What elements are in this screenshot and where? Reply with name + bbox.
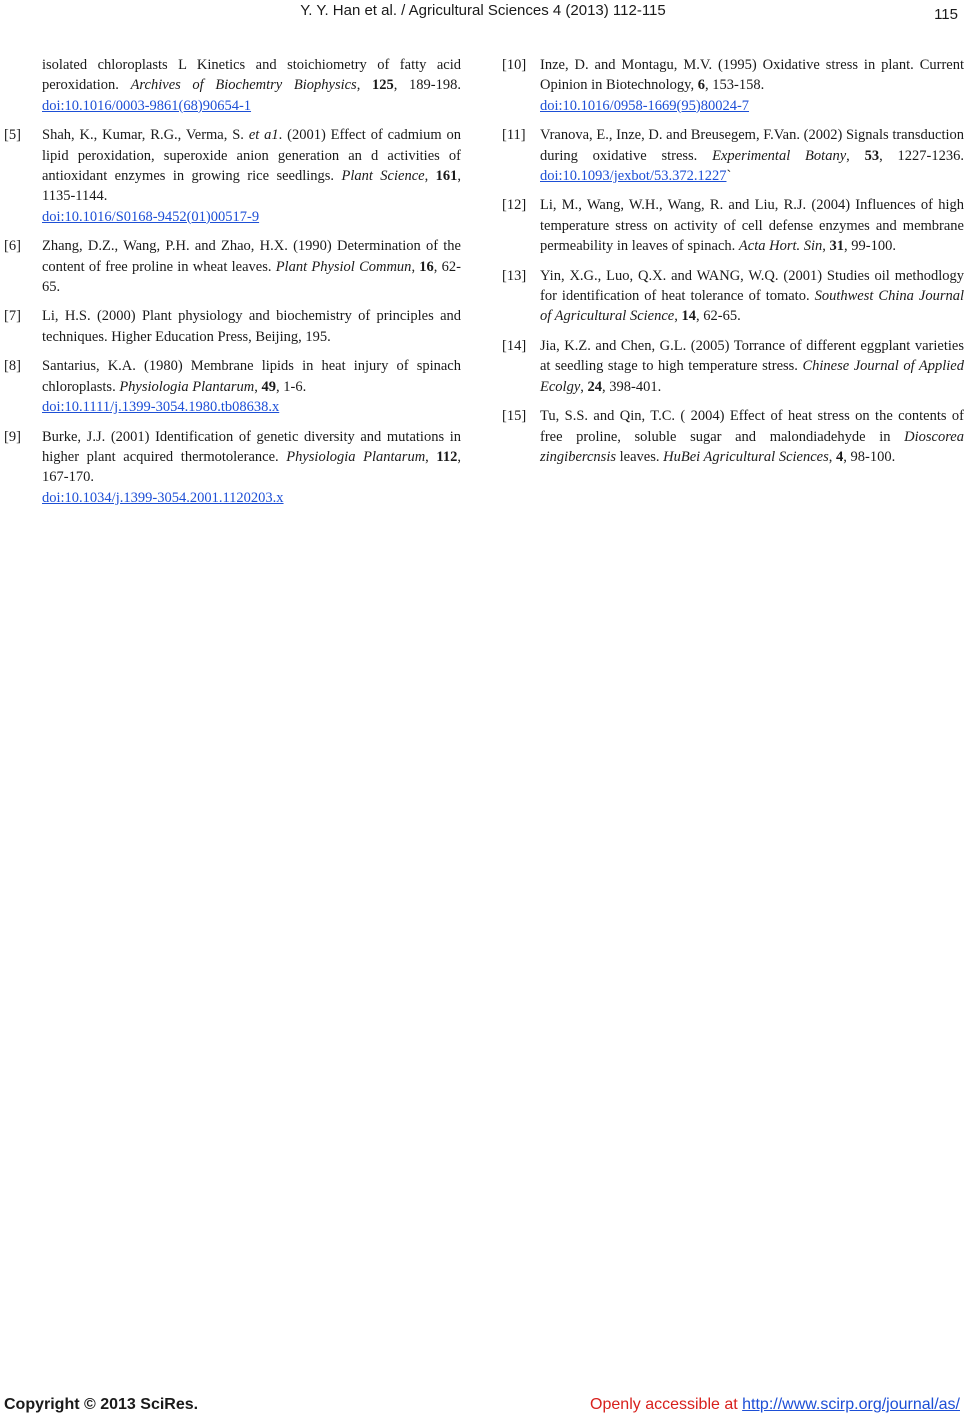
reference-number: [7]	[4, 308, 21, 325]
reference-number: [9]	[4, 428, 21, 445]
journal-name: Physiologia Plantarum	[286, 448, 426, 465]
species-name: Dioscorea zingibercnsis	[540, 428, 964, 465]
volume: 6	[697, 77, 705, 94]
journal-url-link[interactable]: http://www.scirp.org/journal/as/	[742, 1396, 960, 1413]
reference-item: [12] Li, M., Wang, W.H., Wang, R. and Liu, R.J. (2004) Influences of high temperature stress on activity of cell defense enzymes and membrane permeability in leaves of spinach. Acta Hort. Sin, 31, 99-100.	[502, 197, 964, 255]
doi-link[interactable]: doi:10.1093/jexbot/53.372.1227	[540, 168, 727, 185]
volume: 14	[681, 308, 696, 325]
doi-link[interactable]: doi:10.1016/S0168-9452(01)00517-9	[42, 208, 260, 225]
reference-number: [10]	[502, 57, 527, 73]
copyright-notice: Copyright © 2013 SciRes.	[4, 1396, 199, 1413]
volume: 112	[436, 448, 458, 465]
volume: 53	[864, 147, 880, 164]
reference-number: [14]	[502, 337, 527, 354]
page-number: 115	[934, 6, 958, 23]
journal-name: Physiologia Plantarum	[119, 378, 255, 395]
journal-name: Experimental Botany	[712, 147, 847, 164]
doi-link[interactable]: doi:10.1034/j.1399-3054.2001.1120203.x	[42, 489, 284, 506]
reference-number: [12]	[502, 197, 527, 214]
journal-name: Southwest China Journal of Agricultural Science	[540, 288, 964, 325]
journal-name: Acta Hort. Sin	[738, 238, 823, 255]
reference-item: [7] Li, H.S. (2000) Plant physiology and biochemistry of principles and techniques. Higher Education Press, Beijing, 195.	[4, 308, 461, 345]
volume: 16	[419, 258, 434, 275]
reference-item: [13] Yin, X.G., Luo, Q.X. and WANG, W.Q. (2001) Studies oil methodlogy for identification of heat tolerance of tomato. Southwest China Journal of Agricultural Science, 14, 62-65.	[502, 267, 964, 325]
volume: 31	[829, 238, 845, 255]
reference-item: [15] Tu, S.S. and Qin, T.C. ( 2004) Effect of heat stress on the contents of free proline, soluble sugar and malondiadehyde in Dioscorea zingibercnsis leaves. HuBei Agricultural Sciences, 4, 98-100.	[502, 408, 964, 465]
volume: 24	[587, 378, 603, 395]
reference-item: [9] Burke, J.J. (2001) Identification of genetic diversity and mutations in higher plant acquired thermotolerance. Physiologia Plantarum, 112, 167-170. doi:10.1034/j.1399-3054.2001.1120203.x	[4, 428, 461, 506]
volume: 4	[836, 448, 844, 465]
doi-link[interactable]: doi:10.1016/0958-1669(95)80024-7	[540, 97, 750, 114]
journal-name: HuBei Agricultural Sciences	[663, 448, 829, 465]
running-head: Y. Y. Han et al. / Agricultural Sciences 4 (2013) 112-115	[300, 2, 666, 19]
running-header	[0, 2, 966, 24]
reference-number: [6]	[4, 238, 21, 255]
left-column	[4, 55, 461, 517]
reference-number: [15]	[502, 408, 527, 425]
journal-name: Archives of Biochemtry Biophysics	[130, 77, 357, 94]
reference-number: [8]	[4, 358, 21, 375]
page-footer	[0, 1396, 966, 1416]
reference-item: [11] Vranova, E., Inze, D. and Breusegem, F.Van. (2002) Signals transduction during oxidative stress. Experimental Botany, 53, 1227-1236. doi:10.1093/jexbot/53.372.1227`	[502, 127, 964, 185]
reference-number: [11]	[502, 127, 526, 144]
open-access-notice: Openly accessible at http://www.scirp.org/journal/as/	[590, 1396, 960, 1413]
reference-item: [6] Zhang, D.Z., Wang, P.H. and Zhao, H.X. (1990) Determination of the content of free proline in wheat leaves. Plant Physiol Commun, 16, 62-65.	[4, 238, 461, 296]
reference-number: [13]	[502, 267, 527, 284]
right-column	[502, 55, 964, 476]
journal-name: Plant Physiol Commun	[275, 258, 412, 275]
doi-link[interactable]: doi:10.1016/0003-9861(68)90654-1	[42, 97, 252, 114]
journal-name: Chinese Journal of Applied Ecolgy	[540, 358, 964, 395]
reference-item: [5] Shah, K., Kumar, R.G., Verma, S. et a1. (2001) Effect of cadmium on lipid peroxidation, superoxide anion generation an d activities of antioxidant enzymes in growing rice seedlings. Plant Science, 161, 1135-1144. doi:10.1016/S0168-9452(01)00517-9	[4, 127, 462, 225]
volume: 125	[372, 77, 394, 94]
volume: 49	[261, 378, 277, 395]
reference-continuation: isolated chloroplasts L Kinetics and stoichiometry of fatty acid peroxidation. Archives of Biochemtry Biophysics, 125, 189-198. doi:10.1016/0003-9861(68)90654-1	[42, 57, 461, 114]
reference-item: [8] Santarius, K.A. (1980) Membrane lipids in heat injury of spinach chloroplasts. Physiologia Plantarum, 49, 1-6. doi:10.1111/j.1399-3054.1980.tb08638.x	[4, 358, 461, 416]
doi-link[interactable]: doi:10.1111/j.1399-3054.1980.tb08638.x	[42, 399, 280, 416]
journal-name: Plant Science	[341, 168, 425, 185]
reference-item: [14] Jia, K.Z. and Chen, G.L. (2005) Torrance of different eggplant varieties at seedling stage to high temperature stress. Chinese Journal of Applied Ecolgy, 24, 398-401.	[502, 337, 964, 395]
reference-item: [10] Inze, D. and Montagu, M.V. (1995) Oxidative stress in plant. Current Opinion in Biotechnology, 6, 153-158. doi:10.1016/0958-1669(95)80024-7	[502, 57, 964, 114]
reference-number: [5]	[4, 127, 21, 144]
volume: 161	[435, 168, 458, 185]
